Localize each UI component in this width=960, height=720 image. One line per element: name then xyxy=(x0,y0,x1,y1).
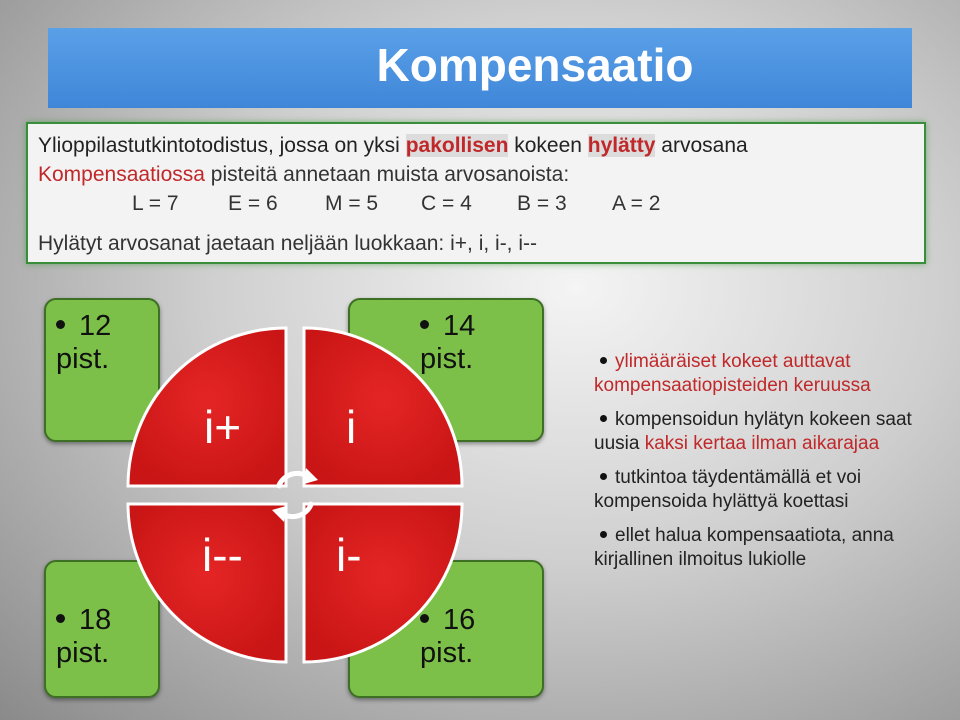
points-label: 12 pist. xyxy=(56,310,112,375)
info-text: arvosana xyxy=(655,134,748,157)
bullet-item xyxy=(594,350,944,398)
bullet-item xyxy=(594,524,944,572)
title-bar xyxy=(48,28,912,108)
points-label: 16 pist. xyxy=(420,604,476,669)
bullet-item xyxy=(594,408,944,456)
bullet-dot xyxy=(600,415,607,422)
bullet-text: kompensoidun hylätyn kokeen saat uusia xyxy=(594,409,912,454)
bullet-dot xyxy=(56,320,65,329)
grade-C: C = 4 xyxy=(421,192,472,215)
bullet-list xyxy=(594,350,944,582)
pie-label-i-plus: i+ xyxy=(204,401,242,453)
points-label: 18 pist. xyxy=(56,604,112,669)
bullet-dot xyxy=(600,357,607,364)
info-text: Ylioppilastutkintotodistus, jossa on yksi xyxy=(38,134,406,157)
bullet-text: ellet halua kompensaatiota, anna kirjallinen ilmoitus lukiolle xyxy=(594,525,894,570)
info-line-4: Hylätyt arvosanat jaetaan neljään luokkaan: i+, i, i-, i-- xyxy=(38,232,538,255)
points-label: 14 pist. xyxy=(420,310,476,375)
bullet-text-highlight: kaksi kertaa ilman aikarajaa xyxy=(644,433,880,454)
bullet-item xyxy=(594,466,944,514)
pie-slice-i xyxy=(304,328,462,486)
grade-M: M = 5 xyxy=(325,192,379,215)
bullet-dot xyxy=(600,531,607,538)
pie-label-i: i xyxy=(346,401,357,453)
info-text: kokeen xyxy=(508,134,588,157)
grade-L: L = 7 xyxy=(132,192,179,215)
bullet-text: ylimääräiset kokeet auttavat kompensaatiopisteiden keruussa xyxy=(594,351,871,396)
grade-pie xyxy=(118,318,472,672)
pie-label-i-minus-minus: i-- xyxy=(202,529,243,581)
bullet-dot xyxy=(56,614,65,623)
kompensaatiossa-term: Kompensaatiossa xyxy=(38,163,205,186)
grade-B: B = 3 xyxy=(517,192,567,215)
info-box xyxy=(26,122,926,264)
info-line-1 xyxy=(38,134,748,158)
info-text: pisteitä annetaan muista arvosanoista: xyxy=(204,163,570,186)
page-title: Kompensaatio xyxy=(376,39,694,91)
bullet-text: tutkintoa täydentämällä et voi kompensoida hylättyä koettasi xyxy=(594,467,862,512)
highlight-hylatty: hylätty xyxy=(587,134,656,157)
info-line-2 xyxy=(38,163,569,187)
bullet-dot xyxy=(600,473,607,480)
grade-E: E = 6 xyxy=(228,192,278,215)
highlight-pakollisen: pakollisen xyxy=(405,134,509,157)
pie-slice-i-minus xyxy=(304,504,462,662)
grade-A: A = 2 xyxy=(612,192,661,215)
pie-label-i-minus: i- xyxy=(336,529,362,581)
